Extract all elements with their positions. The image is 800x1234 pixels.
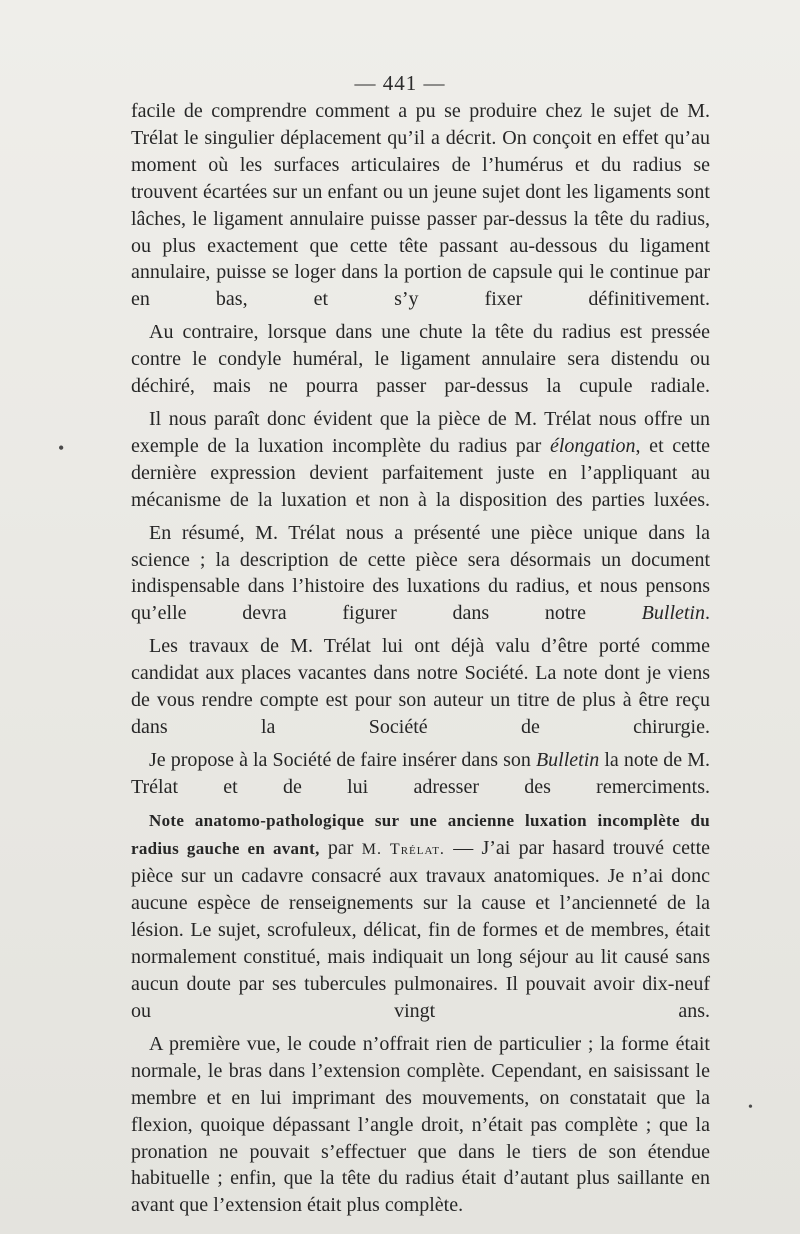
note-text: — J’ai par hasard trouvé cette pièce sur un cadavre consacré aux travaux anatomiques. Je n’ai donc aucune espèce de renseignements sur la cause et l’ancienneté de la lésion. Le sujet, scrofuleux, délicat, fin de formes et de membres, était normalement constitué, mais indiquait un long séjour au lit causé sans aucun doute par ses tubercules pulmonaires. Il pouvait avoir dix-neuf ou vingt ans.: [131, 836, 710, 1022]
body-text: [131, 98, 710, 1219]
paragraph-3-text-a: Il nous paraît donc évident que la pièce de M. Trélat nous offre un exemple de la luxation incomplète du radius par: [131, 407, 710, 457]
paragraph-4-italic: Bulletin: [641, 602, 705, 625]
paragraph-3-italic: élongation: [550, 434, 636, 457]
paragraph-5: Les travaux de M. Trélat lui ont déjà valu d’être porté comme candidat aux places vacantes dans notre Société. La note dont je viens de vous rendre compte est pour son auteur un titre de plus à être reçu dans la Société de chirurgie.: [131, 635, 710, 738]
page-number: — 441 —: [354, 71, 446, 95]
paragraph-3-text-b: , et cette dernière expression devient parfaitement juste en l’appliquant au mécanisme de la luxation et non à la disposition des parties luxées.: [131, 434, 711, 511]
paragraph-6: [131, 747, 710, 801]
margin-dot-mark: •: [58, 438, 65, 458]
paragraph-3: [131, 406, 710, 514]
note-paragraph: [131, 807, 710, 1025]
final-paragraph: A première vue, le coude n’offrait rien de particulier ; la forme était normale, le bras dans l’extension complète. Cependant, en saisissant le membre et en lui imprimant des mouvements, on constatait que la flexion, quoique dépassant l’angle droit, n’était pas complète ; que la pronation ne pouvait s’effectuer que dans le tiers de son étendue habituelle ; enfin, que la tête du radius était d’autant plus saillante en avant que l’extension était plus complète.: [131, 1032, 710, 1217]
note-by: par: [319, 836, 362, 859]
paragraph-4-text-a: En résumé, M. Trélat nous a présenté une pièce unique dans la science ; la description de cette pièce sera désormais un document indispensable dans l’histoire des luxations du radius, et nous pensons qu’elle devra figurer dans notre: [131, 521, 710, 625]
note-author: M. Trélat.: [361, 840, 445, 858]
paragraph-6-italic: Bulletin: [535, 748, 600, 771]
note-title: Note anatomo-pathologique sur une ancienne luxation incomplète du radius gauche en avant,: [131, 810, 710, 858]
paragraph-6-text-b: la note de M. Trélat et de lui adresser des remerciments.: [131, 748, 710, 798]
paragraph-6-text-a: Je propose à la Société de faire insérer dans son: [149, 748, 536, 771]
paragraph-4-text-b: .: [705, 602, 710, 625]
margin-dot-mark-2: •: [748, 1100, 753, 1115]
paragraph-4: [131, 520, 710, 628]
paragraph-2: Au contraire, lorsque dans une chute la tête du radius est pressée contre le condyle huméral, le ligament annulaire sera distendu ou déchiré, mais ne pourra passer par-dessus la cupule radiale.: [131, 321, 710, 398]
paragraph-1: facile de comprendre comment a pu se produire chez le sujet de M. Trélat le singulier déplacement qu’il a décrit. On conçoit en effet qu’au moment où les surfaces articulaires de l’humérus et du radius se trouvent écartées sur un enfant ou un jeune sujet dont les ligaments sont lâches, le ligament annulaire puisse passer par-dessus la tête du radius, ou plus exactement que cette tête passant au-dessous du ligament annulaire, puisse se loger dans la portion de capsule qui le continue par en bas, et s’y fixer définitivement.: [131, 100, 710, 311]
